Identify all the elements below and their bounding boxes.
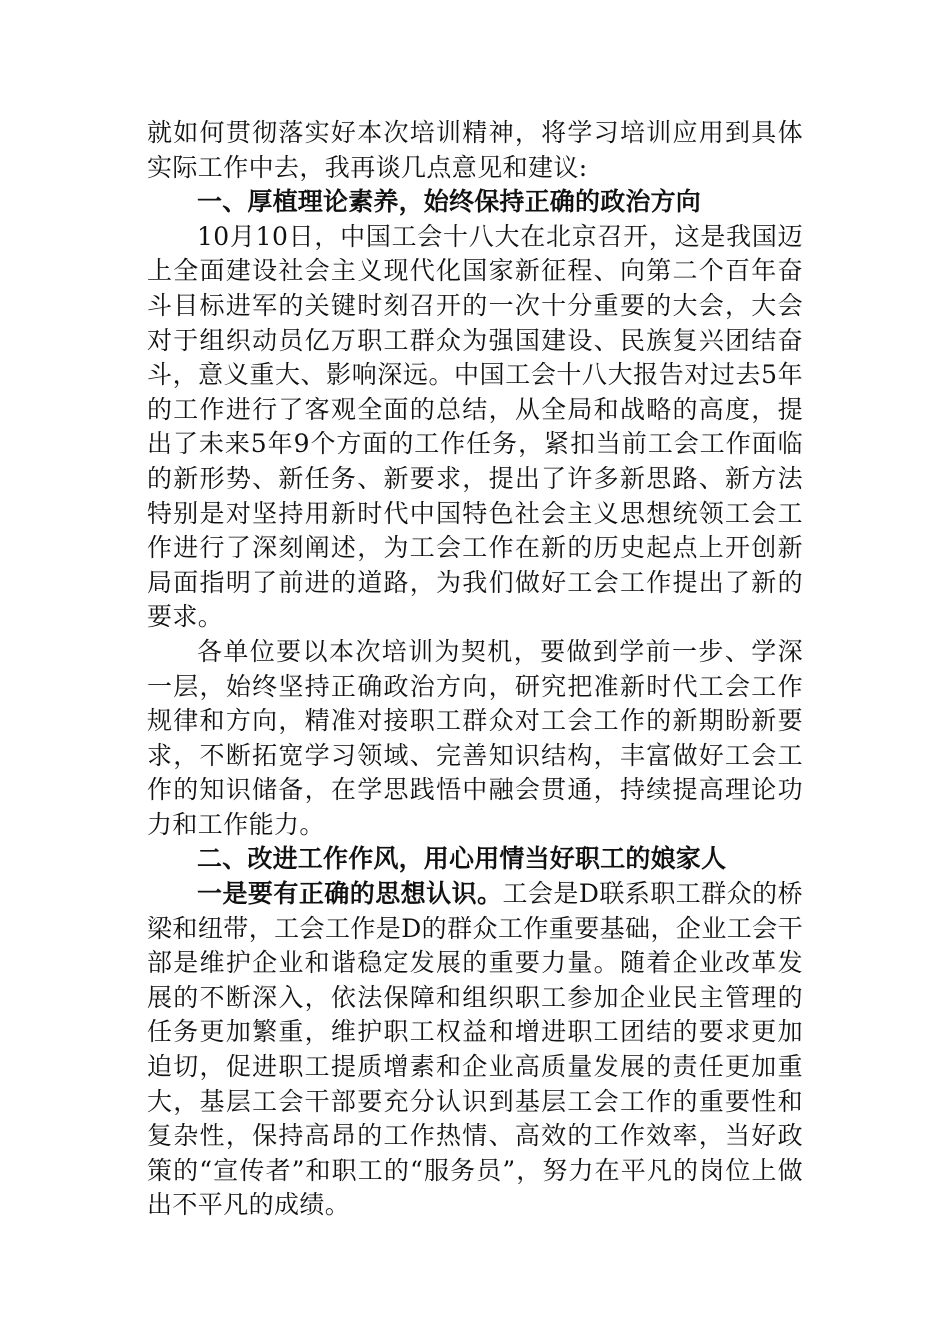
- body-paragraph-training: 各单位要以本次培训为契机，要做到学前一步、学深一层，始终坚持正确政治方向，研究把准新时代工会工作规律和方向，精准对接职工群众对工会工作的新期盼新要求，不断拓宽学习领域、完善知识结构，丰富做好工会工作的知识储备，在学思践悟中融会贯通，持续提高理论功力和工作能力。: [147, 636, 803, 839]
- body-paragraph-congress: 10月10日，中国工会十八大在北京召开，这是我国迈上全面建设社会主义现代化国家新征程、向第二个百年奋斗目标进军的关键时刻召开的一次十分重要的大会，大会对于组织动员亿万职工群众为强国建设、民族复兴团结奋斗，意义重大、影响深远。中国工会十八大报告对过去5年的工作进行了客观全面的总结，从全局和战略的高度，提出了未来5年9个方面的工作任务，紧扣当前工会工作面临的新形势、新任务、新要求，提出了许多新思路、新方法特别是对坚持用新时代中国特色社会主义思想统领工会工作进行了深刻阐述，为工会工作在新的历史起点上开创新局面指明了前进的道路，为我们做好工会工作提出了新的要求。: [147, 221, 803, 632]
- section-heading-2: 二、改进工作作风，用心用情当好职工的娘家人: [197, 844, 727, 874]
- paragraph-body-text: 工会是D联系职工群众的桥梁和纽带，工会工作是D的群众工作重要基础，企业工会干部是维护企业和谐稳定发展的重要力量。随着企业改革发展的不断深入，依法保障和组织职工参加企业民主管理的任务更加繁重，维护职工权益和增进职工团结的要求更加迫切，促进职工提质增素和企业高质量发展的责任更加重大，基层工会干部要充分认识到基层工会工作的重要性和复杂性，保持高昂的工作热情、高效的工作效率，当好政策的“宣传者”和职工的“服务员”，努力在平凡的岗位上做出不平凡的成绩。: [147, 879, 803, 1220]
- intro-paragraph: 就如何贯彻落实好本次培训精神，将学习培训应用到具体实际工作中去，我再谈几点意见和建议:: [147, 118, 803, 182]
- paragraph-lead-phrase: 一是要有正确的思想认识。: [197, 879, 503, 909]
- document-body: [147, 116, 803, 1223]
- section-heading-1: 一、厚植理论素养，始终保持正确的政治方向: [197, 187, 702, 217]
- body-paragraph-thinking: [147, 877, 803, 1223]
